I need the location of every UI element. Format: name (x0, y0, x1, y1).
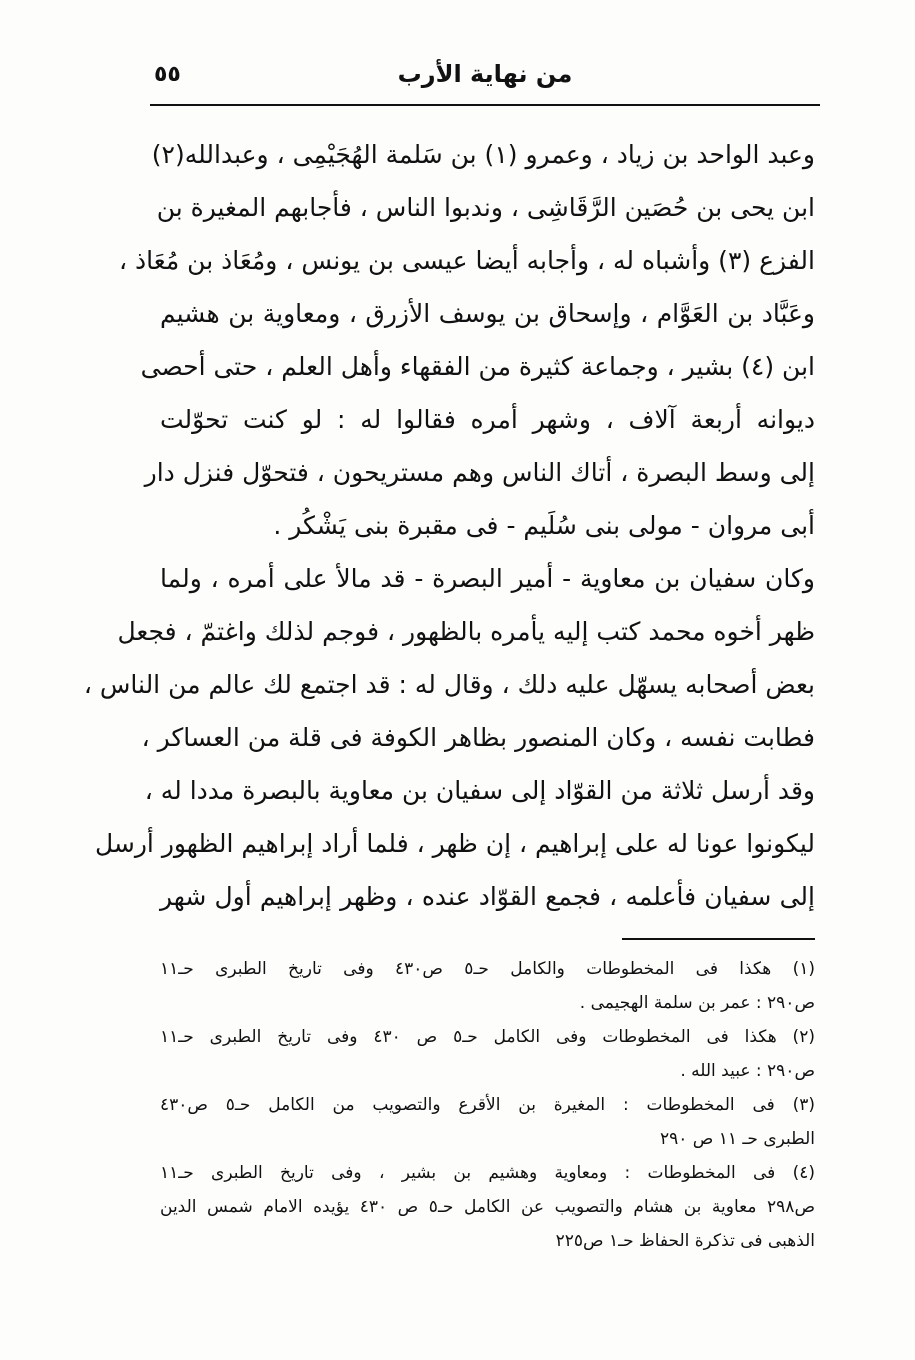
text-line: وقد أرسل ثلاثة من القوّاد إلى سفيان بن معاوية بالبصرة مددا له ، (144, 776, 815, 805)
footnote-line: ص٢٩٠ : عبيد الله . (680, 1061, 815, 1081)
text-line: ليكونوا عونا له على إبراهيم ، إن ظهر ، فلما أراد إبراهيم الظهور أرسل (94, 829, 815, 858)
footnotes (160, 952, 815, 1258)
footnote-3 (160, 1088, 815, 1156)
footnote-line: الذهبى فى تذكرة الحفاظ حـ١ ص٢٢٥ (555, 1231, 815, 1251)
page-number: ٥٥ (154, 62, 181, 87)
text-line: بعض أصحابه يسهّل عليه دلك ، وقال له : قد اجتمع لك عالم من الناس ، (83, 670, 815, 699)
paragraph-2 (83, 552, 815, 923)
footnote-line: ص٢٩٠ : عمر بن سلمة الهجيمى . (579, 993, 815, 1013)
footnote-4 (160, 1156, 815, 1258)
text-line: ابن (٤) بشير ، وجماعة كثيرة من الفقهاء وأهل العلم ، حتى أحصى (140, 352, 815, 381)
footnote-line: (٣) فى المخطوطات : المغيرة بن الأقرع والتصويب من الكامل حـ٥ ص٤٣٠ (160, 1095, 815, 1115)
text-line: إلى وسط البصرة ، أتاك الناس وهم مستريحون ، فتحوّل فنزل دار (144, 458, 815, 487)
text-line: ظهر أخوه محمد كتب إليه يأمره بالظهور ، فوجم لذلك واغتمّ ، فجعل (117, 617, 815, 646)
footnote-line: (٢) هكذا فى المخطوطات وفى الكامل حـ٥ ص ٤٣٠ وفى تاريخ الطبرى حـ١١ (160, 1027, 815, 1047)
footnote-line: الطبرى حـ ١١ ص ٢٩٠ (659, 1129, 815, 1149)
text-line: فطابت نفسه ، وكان المنصور بظاهر الكوفة فى قلة من العساكر ، (141, 723, 815, 752)
text-line: وعَبَّاد بن العَوَّام ، وإسحاق بن يوسف الأزرق ، ومعاوية بن هشيم (160, 299, 815, 328)
footnote-1 (160, 952, 815, 1020)
text-line: ابن يحى بن حُصَين الرَّقَاشِى ، وندبوا الناس ، فأجابهم المغيرة بن (156, 193, 815, 222)
text-line: ديوانه أربعة آلاف ، وشهر أمره فقالوا له : لو كنت تحوّلت (160, 405, 815, 434)
footnote-2 (160, 1020, 815, 1088)
footnote-line: (٤) فى المخطوطات : ومعاوية وهشيم بن بشير ، وفى تاريخ الطبرى حـ١١ (160, 1163, 815, 1183)
footnote-line: ص٢٩٨ معاوية بن هشام والتصويب عن الكامل حـ٥ ص ٤٣٠ يؤيده الامام شمس الدين (160, 1197, 815, 1217)
text-line: الفزع (٣) وأشباه له ، وأجابه أيضا عيسى بن يونس ، ومُعَاذ بن مُعَاذ ، (119, 246, 815, 275)
footnote-divider (622, 938, 815, 940)
paragraph-1 (119, 128, 815, 552)
footnote-line: (١) هكذا فى المخطوطات والكامل حـ٥ ص٤٣٠ وفى تاريخ الطبرى حـ١١ (160, 959, 815, 979)
page-header (150, 56, 820, 106)
text-line: وعبد الواحد بن زياد ، وعمرو (١) بن سَلمة الهُجَيْمِى ، وعبدالله(٢) (151, 140, 815, 169)
text-line: أبى مروان - مولى بنى سُلَيم - فى مقبرة بنى يَشْكُر . (273, 511, 815, 540)
main-text (83, 128, 815, 923)
text-line: إلى سفيان فأعلمه ، فجمع القوّاد عنده ، وظهر إبراهيم أول شهر (160, 882, 815, 911)
running-title: من نهاية الأرب (397, 60, 573, 88)
text-line: وكان سفيان بن معاوية - أمير البصرة - قد مالأ على أمره ، ولما (160, 564, 815, 593)
